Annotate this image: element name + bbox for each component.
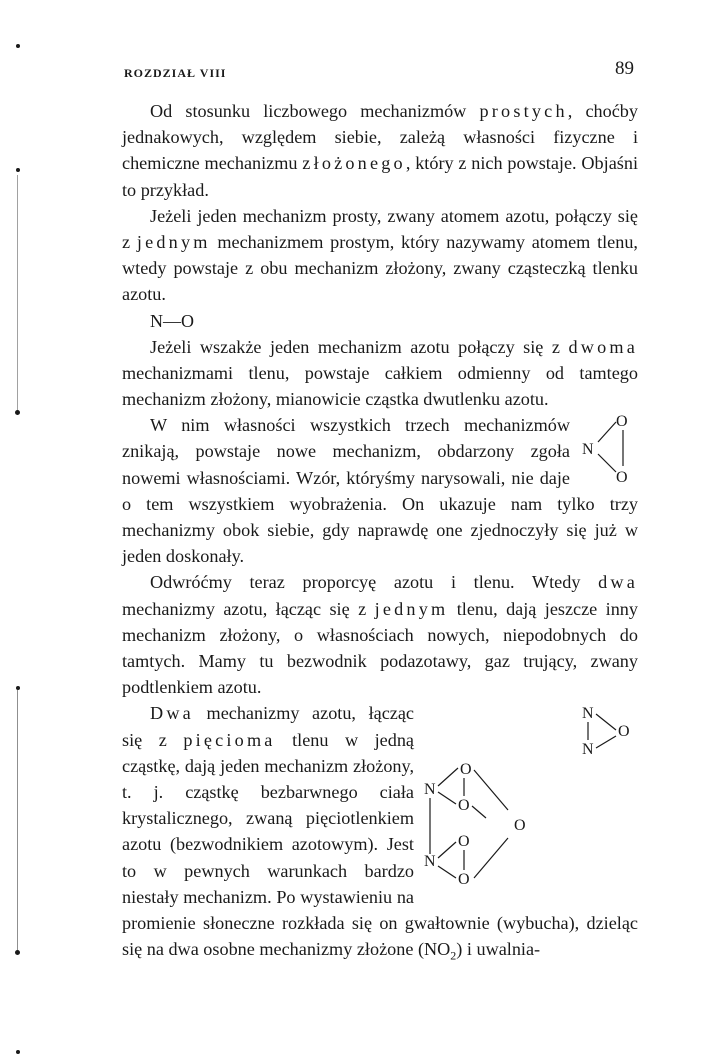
spaced-word: pięcioma bbox=[183, 729, 276, 750]
bond-line bbox=[438, 842, 456, 858]
bond-line bbox=[474, 770, 508, 810]
atom-label-o: O bbox=[460, 761, 472, 779]
dinitrogen-oxide-structure-diagram bbox=[578, 700, 638, 760]
spaced-word: dwoma bbox=[568, 336, 638, 357]
bond-line bbox=[438, 768, 458, 786]
spaced-word: Dwa bbox=[150, 703, 194, 724]
atom-label-o: O bbox=[514, 817, 526, 835]
atom-label-o: O bbox=[458, 871, 470, 887]
text-run: tlenu w jedną cząstkę, dają jeden mechanizm złożony, t. j. cząstkę bezbarwnego ciała krystalicznego, zwaną pięciotlenkiem azotu (bezwodnikiem azotowym). Jest to w pewnych warunkach bardzo niestały mechanizm. Po wystawieniu na promienie słoneczne rozkłada się on gwałtownie (wybucha), dzieląc się na dwa osobne mechanizmy złożone (NO bbox=[122, 729, 638, 960]
bond-line bbox=[598, 454, 616, 472]
atom-label-n: N bbox=[582, 705, 594, 723]
subscript: 2 bbox=[450, 948, 457, 963]
bond-line bbox=[596, 736, 616, 748]
nitrogen-pentoxide-structure-diagram bbox=[422, 758, 572, 886]
margin-dot bbox=[16, 1050, 20, 1054]
spaced-word: jednym bbox=[374, 598, 449, 619]
margin-dot bbox=[15, 410, 20, 415]
text-run: , choćby jednakowych, względem siebie, zależą własności fizyczne i chemiczne mechanizmu bbox=[122, 101, 638, 174]
atom-label-o: O bbox=[458, 833, 470, 851]
text-run: Jeżeli wszakże jeden mechanizm azotu połączy się z bbox=[150, 336, 569, 357]
paragraph-5 bbox=[122, 569, 638, 700]
bond-line bbox=[474, 838, 508, 878]
spaced-word: dwa bbox=[598, 572, 638, 593]
text-run: Odwróćmy teraz proporcyę azotu i tlenu. Wtedy bbox=[150, 572, 599, 593]
margin-dot bbox=[16, 44, 20, 48]
atom-label-n: N bbox=[582, 741, 594, 759]
text-run: mechanizmami tlenu, powstaje całkiem odmienny od tamtego mechanizm złożony, mianowicie cząstka dwutlenku azotu. bbox=[122, 362, 638, 410]
atom-label-o: O bbox=[616, 469, 628, 487]
text-run: Jeżeli jeden mechanizm prosty, zwany atomem azotu, połączy się z bbox=[122, 205, 638, 253]
text-run: ) i uwalnia- bbox=[456, 939, 541, 960]
text-run: tlenu, dają jeszcze inny mechanizm złożony, o własnościach nowych, niepodobnych do tamtych. Mamy tu bezwodnik podazotawy, gaz trujący, zwany podtlenkiem azotu. bbox=[122, 598, 638, 698]
paragraph-3 bbox=[122, 334, 638, 413]
body-text bbox=[122, 98, 638, 969]
atom-label-n: N bbox=[424, 853, 436, 871]
atom-label-n: N bbox=[424, 781, 436, 799]
atom-label-n: N bbox=[582, 441, 594, 459]
page-number: 89 bbox=[615, 58, 634, 79]
text-run: , który z nich powstaje. Objaśni to przykład. bbox=[122, 153, 638, 200]
spaced-word: złożonego bbox=[302, 153, 406, 174]
bond-line bbox=[598, 422, 616, 442]
formula-nitric-oxide: N—O bbox=[150, 310, 194, 331]
bond-line bbox=[438, 866, 456, 878]
paragraph-4: W nim własności wszystkich trzech mechanizmów znikają, powstaje nowe mechanizm, obdarzony zgoła nowemi własnościami. Wzór, któryśmy narysowali, nie daje o tem wszystkiem wyobrażenia. On ukazuje nam tylko trzy mechanizmy obok siebie, gdy naprawdę one zjednoczyły się już w jeden doskonały. bbox=[122, 415, 638, 567]
running-head: ROZDZIAŁ VIII bbox=[124, 66, 227, 80]
paragraph-1 bbox=[122, 98, 638, 203]
bond-line bbox=[596, 714, 616, 730]
paragraph-2 bbox=[122, 203, 638, 308]
text-run: mechanizmy azotu, łącząc się z bbox=[122, 598, 375, 619]
text-run: Od stosunku liczbowego mechanizmów bbox=[150, 101, 480, 121]
margin-line bbox=[17, 175, 18, 415]
atom-label-o: O bbox=[618, 723, 630, 741]
atom-label-o: O bbox=[616, 413, 628, 431]
bond-line bbox=[472, 806, 486, 818]
margin-line bbox=[17, 690, 18, 950]
spaced-word: jednym bbox=[136, 232, 211, 253]
margin-dot bbox=[15, 950, 20, 955]
text-run: mechanizmem prostym, który nazywamy atomem tlenu, wtedy powstaje z obu mechanizm złożony, zwany cząsteczką tlenku azotu. bbox=[122, 232, 638, 305]
text-run: mechanizmy azotu, łącząc się z bbox=[122, 703, 414, 750]
atom-label-o: O bbox=[458, 797, 470, 815]
bond-line bbox=[438, 792, 456, 804]
margin-dot bbox=[16, 168, 20, 172]
spaced-word: prostych bbox=[479, 101, 568, 121]
nitrogen-dioxide-structure-diagram bbox=[576, 412, 638, 488]
